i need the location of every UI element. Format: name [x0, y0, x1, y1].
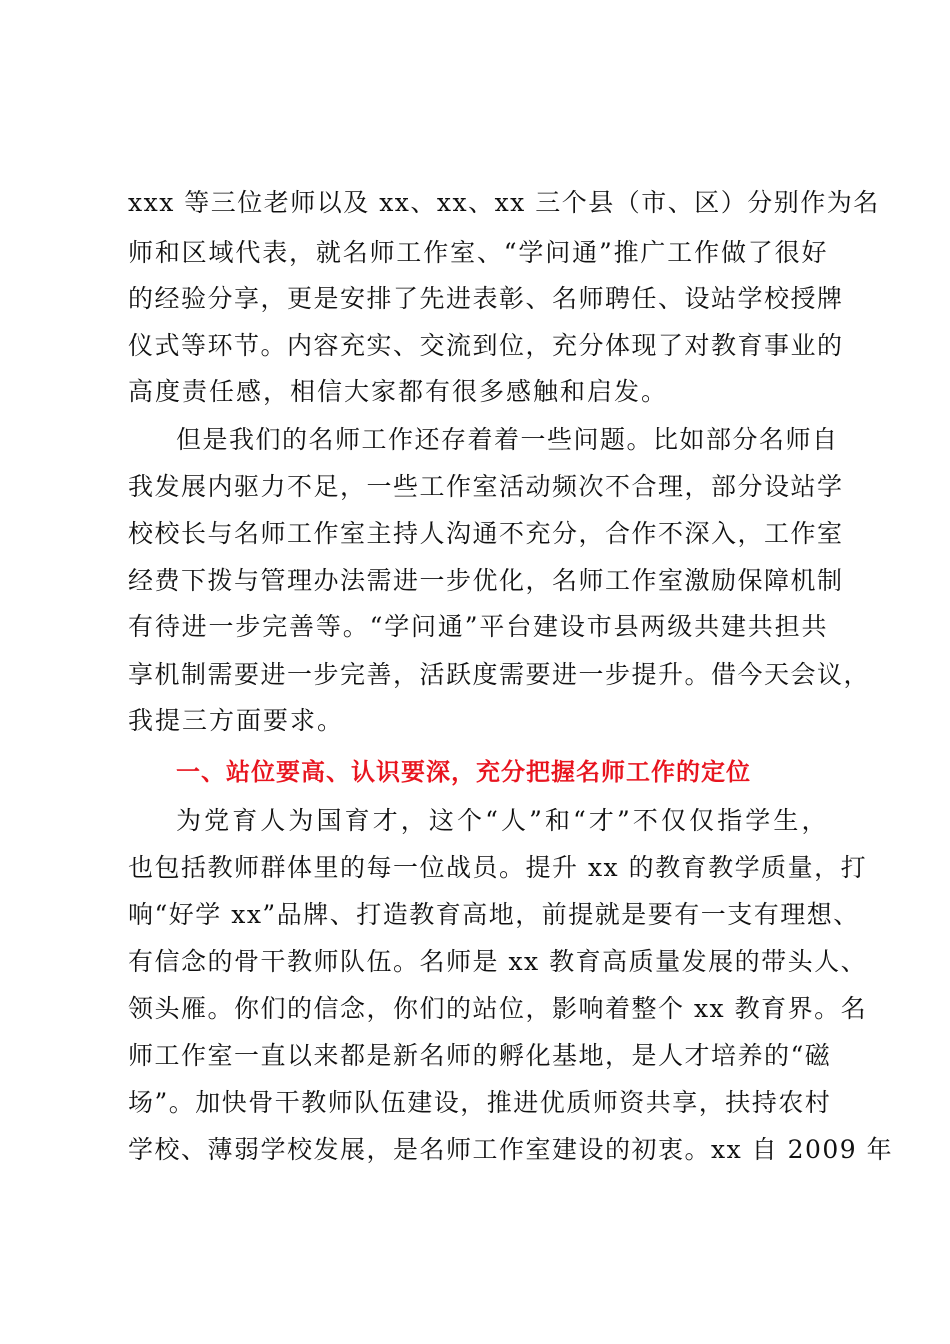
section-paragraph-line-1: 为党育人为国育才，这个“人”和“才”不仅仅指学生， [176, 806, 828, 835]
section-paragraph-line-2: 也包括教师群体里的每一位战员。提升 xx 的教育教学质量，打 [128, 853, 868, 882]
paragraph-1-line-3: 的经验分享，更是安排了先进表彰、名师聘任、设站学校授牌 [128, 284, 844, 313]
section-paragraph-line-6: 师工作室一直以来都是新名师的孵化基地，是人才培养的“磁 [128, 1041, 832, 1070]
section-paragraph-line-3: 响“好学 xx”品牌、打造教育高地，前提就是要有一支有理想、 [128, 900, 860, 929]
paragraph-1-line-2: 师和区域代表，就名师工作室、“学问通”推广工作做了很好 [128, 238, 828, 267]
section-paragraph-line-8: 学校、薄弱学校发展，是名师工作室建设的初衷。xx 自 2009 年 [128, 1135, 894, 1164]
paragraph-1-line-5: 高度责任感，相信大家都有很多感触和启发。 [128, 377, 669, 406]
paragraph-1-line-4: 仪式等环节。内容充实、交流到位，充分体现了对教育事业的 [128, 331, 844, 360]
paragraph-2-line-2: 我发展内驱力不足，一些工作室活动频次不合理，部分设站学 [128, 472, 844, 501]
section-paragraph-line-5: 领头雁。你们的信念，你们的站位，影响着整个 xx 教育界。名 [128, 994, 868, 1023]
section-paragraph-line-4: 有信念的骨干教师队伍。名师是 xx 教育高质量发展的带头人、 [128, 947, 868, 976]
paragraph-2-line-5: 有待进一步完善等。“学问通”平台建设市县两级共建共担共 [128, 612, 828, 641]
paragraph-2-line-1: 但是我们的名师工作还存着着一些问题。比如部分名师自 [176, 425, 839, 454]
paragraph-2-line-7: 我提三方面要求。 [128, 706, 345, 735]
section-heading: 一、站位要高、认识要深，充分把握名师工作的定位 [176, 758, 751, 786]
paragraph-2-line-4: 经费下拨与管理办法需进一步优化，名师工作室激励保障机制 [128, 566, 844, 595]
paragraph-2-line-3: 校校长与名师工作室主持人沟通不充分，合作不深入，工作室 [128, 519, 844, 548]
paragraph-2-line-6: 享机制需要进一步完善，活跃度需要进一步提升。借今天会议， [128, 660, 871, 689]
paragraph-1-line-1: xxx 等三位老师以及 xx、xx、xx 三个县（市、区）分别作为名 [128, 188, 880, 217]
section-paragraph-line-7: 场”。加快骨干教师队伍建设，推进优质师资共享，扶持农村 [128, 1088, 832, 1117]
